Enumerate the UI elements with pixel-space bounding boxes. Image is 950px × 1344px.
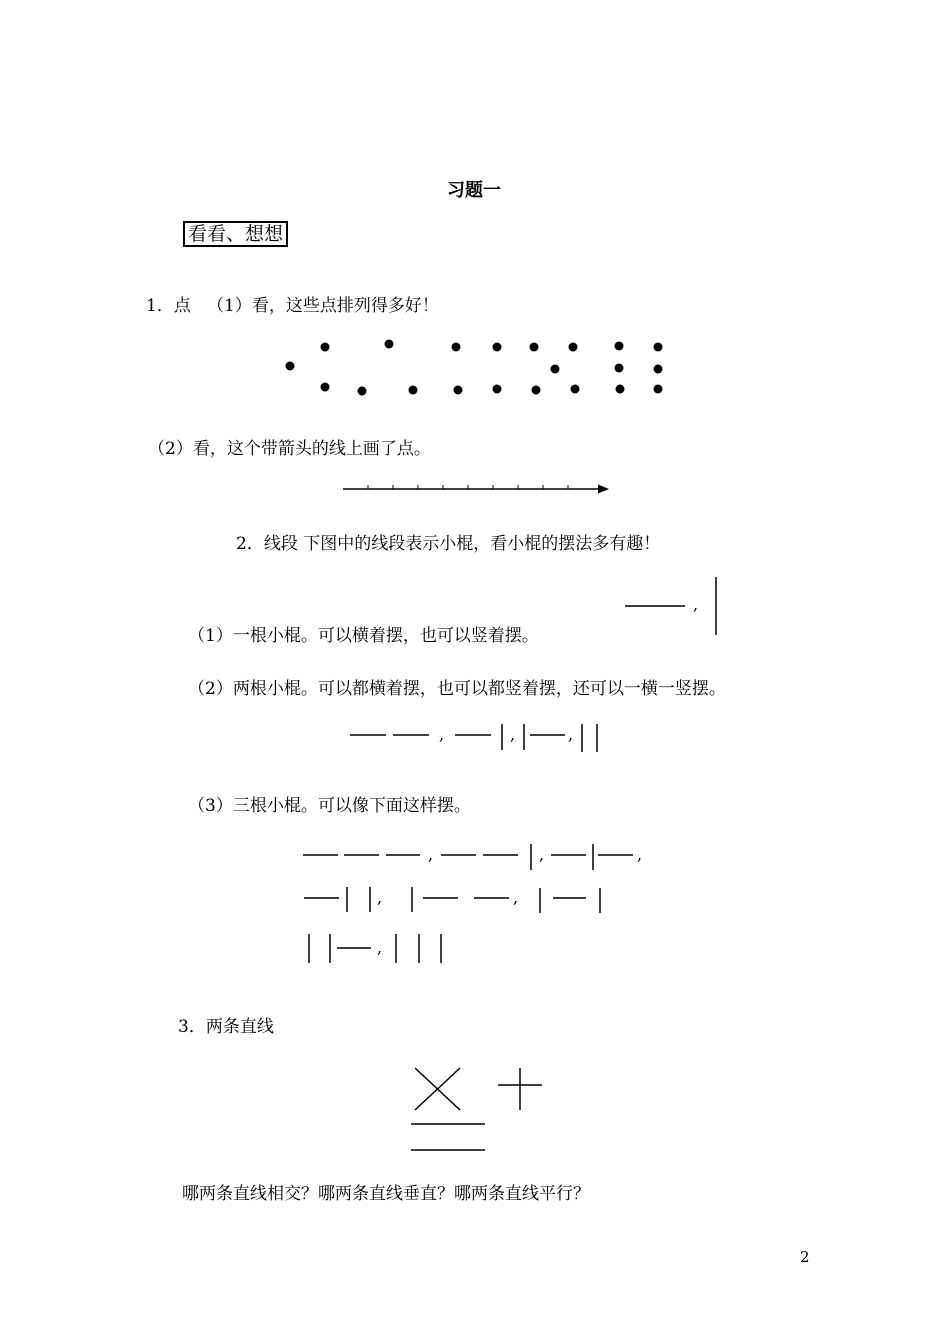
q2-label: 2．线段 下图中的线段表示小棍，看小棍的摆法多有趣！ [236,534,661,554]
svg-text:,: , [693,595,699,614]
dot [409,386,418,395]
dot [654,343,663,352]
svg-text:,: , [428,845,434,864]
q2-part1: （1）一根小棍。可以横着摆，也可以竖着摆。 [188,626,539,646]
q3-question: 哪两条直线相交？哪两条直线垂直？哪两条直线平行？ [182,1184,590,1204]
dot [551,365,560,374]
dot [571,385,580,394]
q1-part1: （1）看，这些点排列得多好！ [207,296,439,316]
dot [615,364,624,373]
dot [654,385,663,394]
intersect-line-b [415,1068,460,1110]
svg-text:,: , [513,888,519,907]
dot [615,342,624,351]
intersect-line-a [415,1068,460,1110]
dot [385,340,394,349]
page-number: 2 [800,1248,810,1266]
dot [569,343,578,352]
dot [493,385,502,394]
q1-part2: （2）看，这个带箭头的线上画了点。 [148,439,431,459]
q2-part2: （2）两根小棍。可以都横着摆，也可以都竖着摆，还可以一横一竖摆。 [188,679,726,699]
dot [358,387,367,396]
dots-group [286,340,663,396]
dot [452,343,461,352]
q1-label: 1．点 [146,296,191,316]
dot [321,343,330,352]
dot [616,385,625,394]
dot [321,383,330,392]
dot [532,386,541,395]
svg-text:,: , [377,888,383,907]
page-title: 习题一 [447,180,501,201]
q3-label: 3．两条直线 [178,1017,274,1037]
svg-text:,: , [377,938,383,957]
dot [530,343,539,352]
svg-text:,: , [637,845,643,864]
svg-text:,: , [510,725,516,744]
dot [493,343,502,352]
section-label: 看看、想想 [183,221,288,247]
svg-text:,: , [568,725,574,744]
dot [286,362,295,371]
arrow-ticks [368,485,568,489]
svg-text:,: , [439,725,445,744]
dot [454,386,463,395]
q2-part3: （3）三根小棍。可以像下面这样摆。 [188,796,471,816]
arrow-head-icon [598,485,609,494]
dot [654,365,663,374]
svg-text:,: , [539,845,545,864]
